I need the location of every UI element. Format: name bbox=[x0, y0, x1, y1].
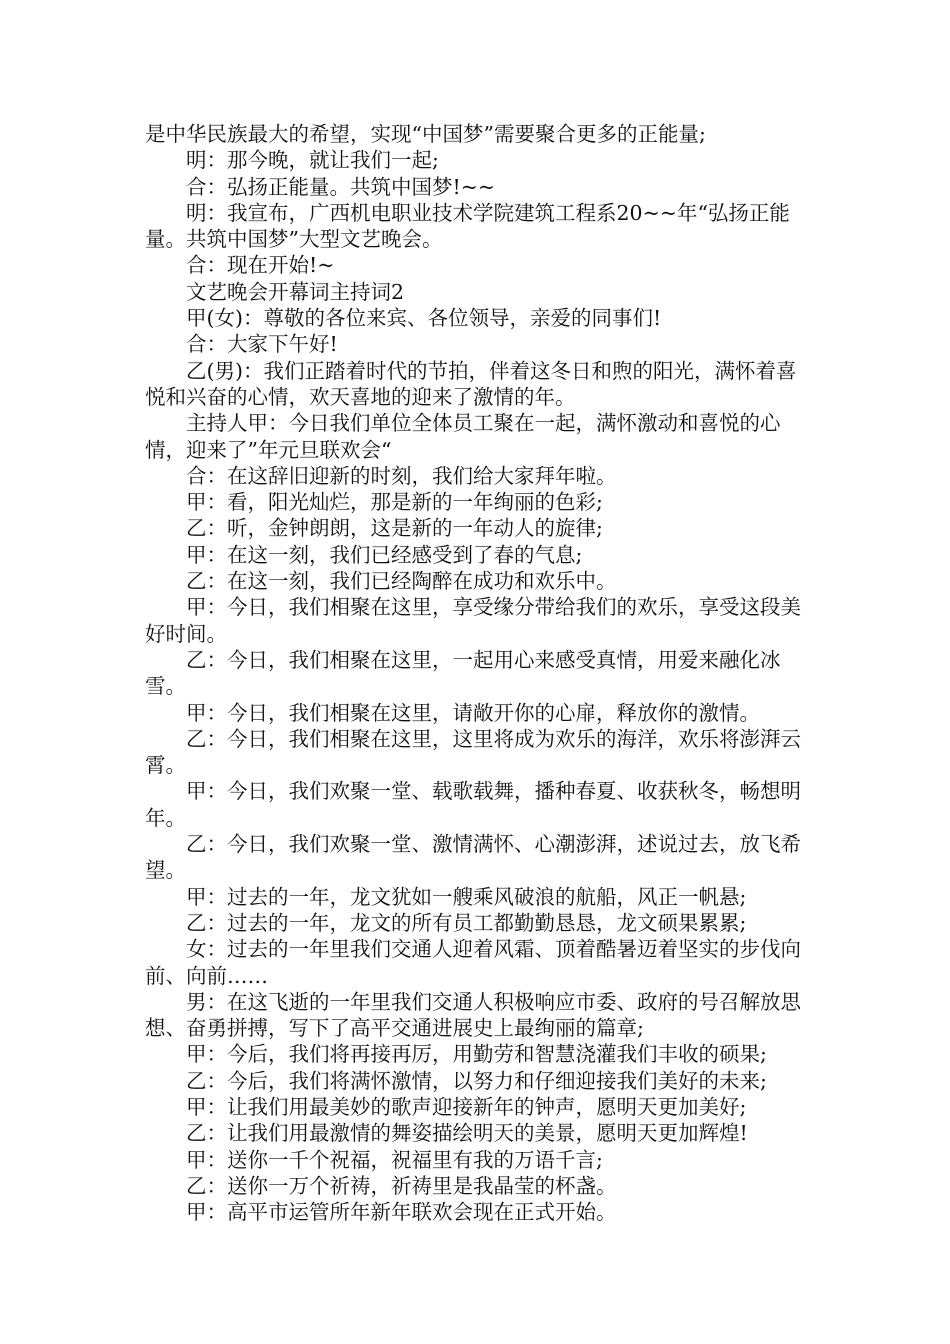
paragraph: 乙：听，金钟朗朗，这是新的一年动人的旋律; bbox=[186, 516, 603, 541]
paragraph: 乙：在这一刻，我们已经陶醉在成功和欢乐中。 bbox=[186, 569, 617, 594]
paragraph: 甲：今日，我们相聚在这里，请敞开你的心扉，释放你的激情。 bbox=[186, 700, 760, 725]
paragraph: 甲：今日，我们欢聚一堂、载歌载舞，播种春夏、收获秋冬，畅想明年。 bbox=[145, 779, 801, 830]
paragraph: 男：在这飞逝的一年里我们交通人积极响应市委、政府的号召解放思想、奋勇拼搏，写下了高平交通进展史上最绚丽的篇章; bbox=[145, 989, 801, 1041]
paragraph: 甲：看，阳光灿烂，那是新的一年绚丽的色彩; bbox=[186, 490, 603, 515]
paragraph: 乙：让我们用最激情的舞姿描绘明天的美景，愿明天更加辉煌! bbox=[186, 1121, 748, 1146]
paragraph: 主持人甲：今日我们单位全体员工聚在一起，满怀激动和喜悦的心情，迎来了”年元旦联欢会“ bbox=[145, 411, 781, 462]
paragraph: 合：弘扬正能量。共筑中国梦!~~ bbox=[186, 174, 496, 199]
document-body bbox=[145, 121, 815, 1225]
paragraph: 乙：今日，我们相聚在这里，一起用心来感受真情，用爱来融化冰雪。 bbox=[145, 647, 781, 699]
paragraph: 文艺晚会开幕词主持词2 bbox=[186, 279, 405, 304]
paragraph: 合：大家下午好! bbox=[186, 332, 338, 357]
paragraph: 甲：送你一千个祝福，祝福里有我的万语千言; bbox=[186, 1147, 603, 1172]
paragraph-continuation: 是中华民族最大的希望，实现“中国梦”需要聚合更多的正能量; bbox=[145, 122, 706, 146]
paragraph: 甲：过去的一年，龙文犹如一艘乘风破浪的航船，风正一帆悬; bbox=[186, 884, 747, 909]
paragraph: 明：我宣布，广西机电职业技术学院建筑工程系20~~年“弘扬正能量。共筑中国梦”大型文艺晚会。 bbox=[145, 200, 790, 252]
paragraph: 乙：过去的一年，龙文的所有员工都勤勤恳恳，龙文硕果累累; bbox=[186, 910, 747, 935]
paragraph: 乙：送你一万个祈祷，祈祷里是我晶莹的杯盏。 bbox=[186, 1173, 617, 1198]
paragraph: 女：过去的一年里我们交通人迎着风霜、顶着酷暑迈着坚实的步伐向前、向前…… bbox=[145, 937, 801, 988]
paragraph: 合：现在开始!~ bbox=[186, 253, 335, 278]
paragraph: 明：那今晚，就让我们一起; bbox=[186, 148, 439, 173]
paragraph: 甲：今日，我们相聚在这里，享受缘分带给我们的欢乐，享受这段美好时间。 bbox=[145, 595, 801, 646]
paragraph: 乙：今日，我们欢聚一堂、激情满怀、心潮澎湃，述说过去，放飞希望。 bbox=[145, 832, 801, 883]
paragraph: 乙：今后，我们将满怀激情，以努力和仔细迎接我们美好的未来; bbox=[186, 1068, 767, 1093]
paragraph: 乙：今日，我们相聚在这里，这里将成为欢乐的海洋，欢乐将澎湃云霄。 bbox=[145, 726, 801, 778]
paragraph: 合：在这辞旧迎新的时刻，我们给大家拜年啦。 bbox=[186, 463, 617, 488]
paragraph: 甲：让我们用最美妙的歌声迎接新年的钟声，愿明天更加美好; bbox=[186, 1094, 747, 1119]
paragraph: 乙(男)：我们正踏着时代的节拍，伴着这冬日和煦的阳光，满怀着喜悦和兴奋的心情，欢天喜地的迎来了激情的年。 bbox=[145, 358, 797, 409]
paragraph: 甲：今后，我们将再接再厉，用勤劳和智慧浇灌我们丰收的硕果; bbox=[186, 1042, 767, 1067]
paragraph: 甲：在这一刻，我们已经感受到了春的气息; bbox=[186, 542, 583, 567]
paragraph: 甲：高平市运管所年新年联欢会现在正式开始。 bbox=[186, 1200, 617, 1225]
paragraph: 甲(女)：尊敬的各位来宾、各位领导，亲爱的同事们! bbox=[186, 306, 662, 331]
